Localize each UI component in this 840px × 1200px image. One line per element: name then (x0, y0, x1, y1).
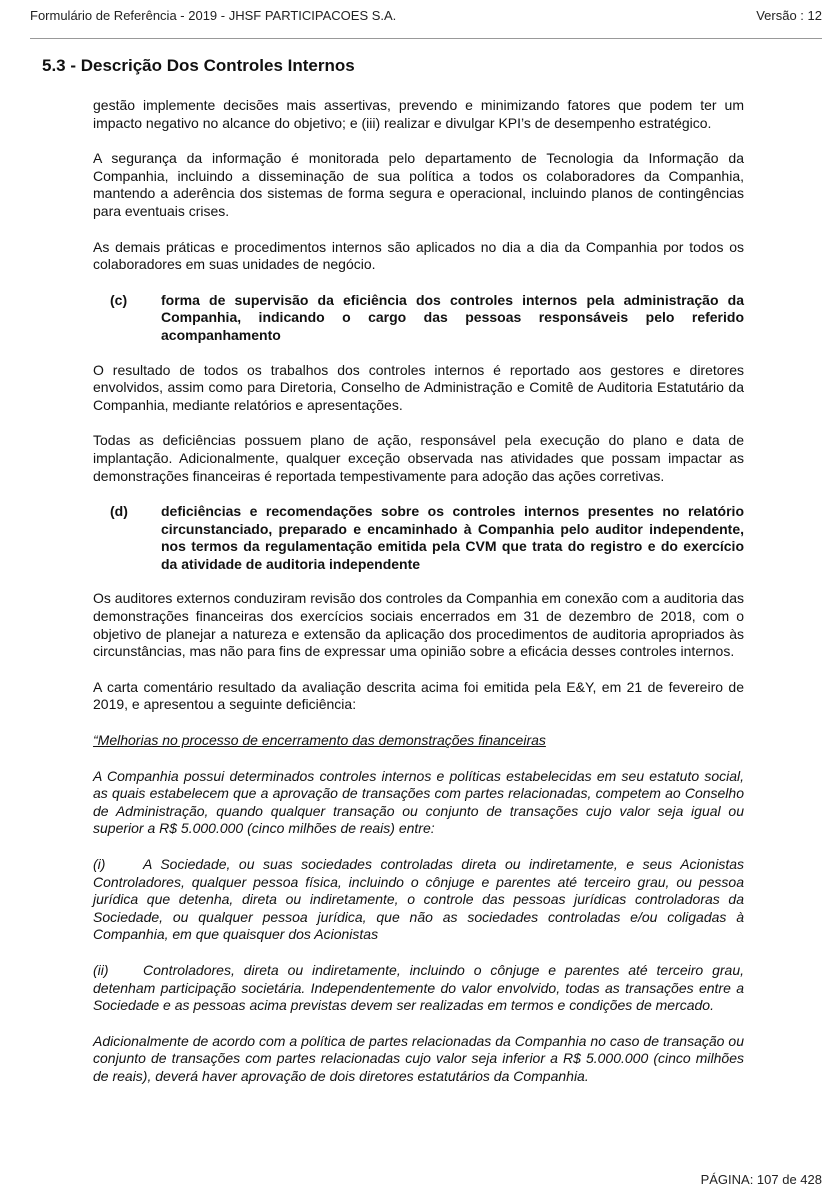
quote-intro: A Companhia possui determinados controles internos e políticas estabelecidas em seu estatuto social, as quais estabelecem que a aprovação de transações com partes relacionadas, competem ao Conselho de Administração, quando qualquer transação ou conjunto de transações cujo valor seja igual ou superior a R$ 5.000.000 (cinco milhões de reais) entre: (93, 767, 744, 837)
paragraph: Os auditores externos conduziram revisão dos controles da Companhia em conexão com a auditoria das demonstrações financeiras dos exercícios sociais encerrados em 31 de dezembro de 2018, com o objetivo de planejar a natureza e extensão da aplicação dos procedimentos de auditoria apropriados às circunstâncias, mas não para fins de expressar uma opinião sobre a eficácia desses controles internos. (93, 590, 744, 660)
quote-item-label: (ii) (93, 961, 109, 978)
quote-heading: “Melhorias no processo de encerramento das demonstrações financeiras (93, 732, 546, 749)
paragraph: gestão implemente decisões mais assertivas, prevendo e minimizando fatores que podem ter um impacto negativo no alcance do objetivo; e (iii) realizar e divulgar KPI’s de desempenho estratégico. (93, 97, 744, 131)
quote-closing: Adicionalmente de acordo com a política de partes relacionadas da Companhia no caso de transação ou conjunto de transações com partes relacionadas cujo valor seja inferior a R$ 5.000.000 (cinco milhões de reais), deverá haver aprovação de dois diretores estatutários da Companhia. (93, 1032, 744, 1084)
paragraph: Todas as deficiências possuem plano de ação, responsável pela execução do plano e data de implantação. Adicionalmente, qualquer exceção observada nas atividades que possam impactar as demonstrações financeiras é reportada tempestivamente para adoção das ações corretivas. (93, 432, 744, 484)
paragraph: A segurança da informação é monitorada pelo departamento de Tecnologia da Informação da Companhia, incluindo a disseminação de sua política a todos os colaboradores da Companhia, mantendo a aderência dos sistemas de forma segura e operacional, incluindo planos de contingências para eventuais crises. (93, 150, 744, 219)
quote-item-text: Controladores, direta ou indiretamente, incluindo o cônjuge e parentes até terceiro grau, detenham participação societária. Independentemente do valor envolvido, todas as transações entre a Sociedade e as pessoas acima previstas devem ser realizadas em termos e condições de mercado. (93, 961, 744, 1014)
item-label: (c) (110, 291, 128, 308)
item-d (93, 503, 744, 573)
item-c (93, 292, 744, 345)
paragraph: As demais práticas e procedimentos internos são aplicados no dia a dia da Companhia por todos os colaboradores em suas unidades de negócio. (93, 238, 744, 273)
paragraph: O resultado de todos os trabalhos dos controles internos é reportado aos gestores e diretores envolvidos, assim como para Diretoria, Conselho de Administração e Comitê de Auditoria Estatutário da Companhia, mediante relatórios e apresentações. (93, 361, 744, 413)
document-body (93, 97, 744, 1104)
item-label: (d) (110, 503, 128, 520)
page-header (30, 8, 822, 30)
section-title: 5.3 - Descrição Dos Controles Internos (42, 56, 355, 75)
item-heading: forma de supervisão da eficiência dos controles internos pela administração da Companhia, indicando o cargo das pessoas responsáveis pelo referido acompanhamento (161, 291, 744, 343)
header-divider (30, 38, 822, 39)
header-document-title: Formulário de Referência - 2019 - JHSF PARTICIPACOES S.A. (30, 8, 397, 23)
quote-item-ii (93, 962, 744, 1015)
quote-item-i (93, 856, 744, 944)
page-number: PÁGINA: 107 de 428 (700, 1172, 822, 1187)
header-version: Versão : 12 (756, 8, 822, 23)
item-heading: deficiências e recomendações sobre os controles internos presentes no relatório circunstanciado, preparado e encaminhado à Companhia pelo auditor independente, nos termos da regulamentação emitida pela CVM que trata do registro e do exercício da atividade de auditoria independente (161, 503, 744, 572)
quote-item-text: A Sociedade, ou suas sociedades controladas direta ou indiretamente, e seus Acionistas Controladores, qualquer pessoa física, incluindo o cônjuge e parentes até terceiro grau, ou pessoa jurídica que detenha, direta ou indiretamente, o controle das pessoas jurídicas controladoras da Sociedade, ou qualquer pessoa jurídica, que não as sociedades controladas e/ou coligadas à Companhia, em que quaisquer dos Acionistas (93, 856, 744, 943)
quote-item-label: (i) (93, 856, 106, 872)
paragraph: A carta comentário resultado da avaliação descrita acima foi emitida pela E&Y, em 21 de fevereiro de 2019, e apresentou a seguinte deficiência: (93, 678, 744, 713)
